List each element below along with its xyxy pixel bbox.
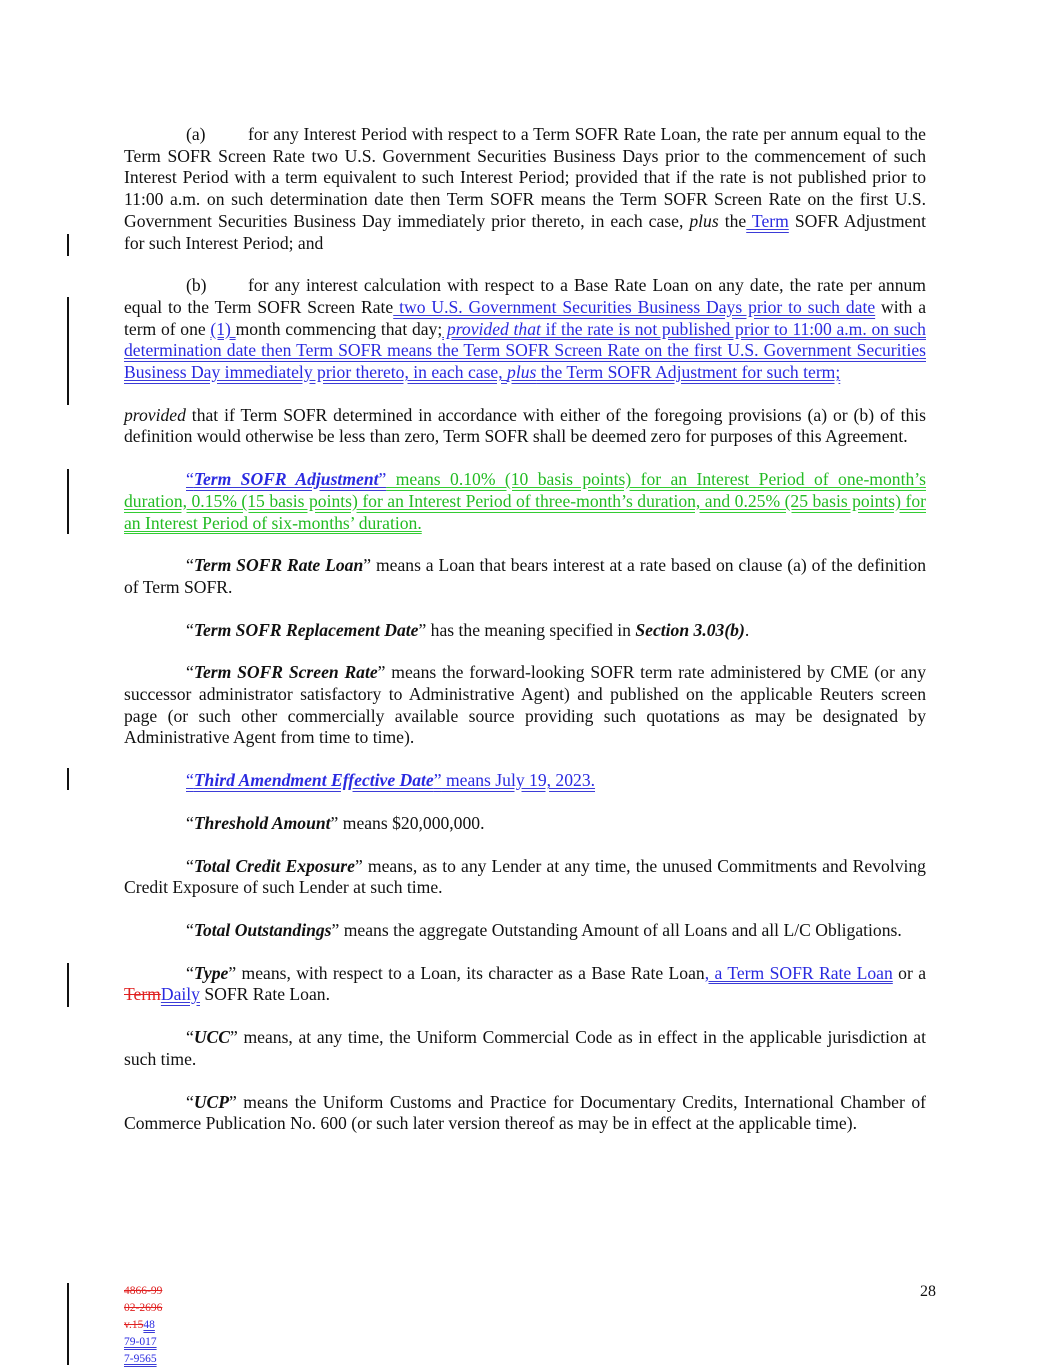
- defined-term: UCP: [193, 1091, 229, 1112]
- definition-third-amendment-effective-date: [124, 770, 926, 792]
- definition-term-sofr-adjustment: “Term SOFR Adjustment” means 0.10% (10 basis points) for an Interest Period of one-month’s duration, 0.15% (15 basis points) for an Interest Period of three-month’s duration, and 0.25% (25 basis points) for an Interest Period of six-months’ duration.: [124, 469, 926, 534]
- definition-type: “Type” means, with respect to a Loan, its character as a Base Rate Loan, a Term SOFR Rate Loan or a TermDaily SOFR Rate Loan.: [124, 963, 926, 1006]
- definition-ucc: “UCC” means, at any time, the Uniform Commercial Code as in effect in the applicable jurisdiction at such time.: [124, 1027, 926, 1069]
- inserted-text: Term: [746, 210, 789, 231]
- inserted-text: two U.S. Government Securities Business Days prior to such date: [393, 296, 876, 317]
- inserted-text: Daily: [160, 984, 200, 1005]
- document-page: [124, 124, 926, 1156]
- defined-term: UCC: [193, 1027, 230, 1048]
- definition-total-credit-exposure: “Total Credit Exposure” means, as to any Lender at any time, the unused Commitments and Revolving Credit Exposure of such Lender at such time.: [124, 855, 926, 898]
- inserted-text: the Term SOFR Adjustment for such term;: [536, 362, 841, 383]
- inserted-text: “Third Amendment Effective Date” means July 19, 2023.: [186, 770, 596, 791]
- doc-id-inserted: 7-9565: [124, 1353, 157, 1365]
- defined-term: Term SOFR Replacement Date: [193, 619, 419, 640]
- section-reference: Section 3.03(b): [635, 619, 745, 640]
- clause-label: (a): [186, 124, 206, 144]
- defined-term: Term SOFR Rate Loan: [193, 555, 364, 576]
- page-number: 28: [920, 1283, 936, 1300]
- defined-term: Term SOFR Adjustment: [193, 469, 379, 490]
- inserted-text: means 0.10% (10 basis points) for an Interest Period of one-month’s duration, 0.15% (15 basis points) for an Interest Period of three-month’s duration, and 0.25% (25 basis points) for an Interest Period of six-months’ duration.: [124, 469, 926, 533]
- defined-term: Total Credit Exposure: [193, 855, 355, 876]
- definition-threshold-amount: “Threshold Amount” means $20,000,000.: [186, 812, 485, 833]
- inserted-text: plus: [507, 362, 537, 383]
- clause-label: (b): [186, 275, 207, 296]
- doc-id-deleted: 4866-99: [124, 1285, 163, 1297]
- defined-term: Threshold Amount: [193, 812, 331, 833]
- definition-term-sofr-rate-loan: “Term SOFR Rate Loan” means a Loan that bears interest at a rate based on clause (a) of the definition of Term SOFR.: [124, 555, 927, 597]
- definition-total-outstandings: “Total Outstandings” means the aggregate Outstanding Amount of all Loans and all L/C Obligations.: [186, 919, 902, 940]
- doc-id-deleted: 02-2696: [124, 1302, 163, 1314]
- defined-term: Term SOFR Screen Rate: [193, 662, 378, 683]
- doc-id-inserted: 79-017: [124, 1336, 157, 1348]
- change-bar: [67, 768, 69, 790]
- clause-b: (b) for any interest calculation with respect to a Base Rate Loan on any date, the rate per annum equal to the Term SOFR Screen Rate two U.S. Government Securities Business Days prior to such date with a term of one (1) month commencing that day; provided that if the rate is not published prior to 11:00 a.m. on such determination date then Term SOFR means the Term SOFR Screen Rate on the first U.S. Government Securities Business Day immediately prior thereto, in each case, plus the Term SOFR Adjustment for such term;: [124, 275, 926, 384]
- proviso: provided that if Term SOFR determined in accordance with either of the foregoing provisions (a) or (b) of this definition would otherwise be less than zero, Term SOFR shall be deemed zero for purposes of this Agreement.: [124, 404, 926, 447]
- defined-term: Third Amendment Effective Date: [193, 770, 434, 791]
- definition-term-sofr-screen-rate: “Term SOFR Screen Rate” means the forward-looking SOFR term rate administered by CME (or any successor administrator satisfactory to Administrative Agent) and published on the applicable Reuters screen page (or such other commercially available source providing such quotations as may be designated by Administrative Agent from time to time).: [124, 662, 926, 748]
- definition-term-sofr-replacement-date: “Term SOFR Replacement Date” has the meaning specified in Section 3.03(b).: [186, 619, 750, 640]
- inserted-text: provided that: [442, 318, 541, 339]
- inserted-text: if the rate is not published prior to 11:00 a.m. on such determination date then Term SOFR means the Term SOFR Screen Rate on the first U.S. Government Securities Business Day immediately prior thereto, in each case,: [124, 318, 926, 383]
- inserted-text: , a Term SOFR Rate Loan: [704, 962, 893, 983]
- change-bar: [67, 297, 69, 405]
- inserted-text: (1): [210, 318, 236, 339]
- deleted-text: Term: [124, 984, 161, 1005]
- change-bar: [67, 963, 69, 1007]
- change-bar: [67, 1283, 69, 1365]
- change-bar: [67, 469, 69, 534]
- defined-term: Total Outstandings: [193, 919, 332, 940]
- document-id-footer: [124, 1283, 162, 1368]
- defined-term: Type: [193, 962, 229, 983]
- definition-ucp: “UCP” means the Uniform Customs and Practice for Documentary Credits, International Chamber of Commerce Publication No. 600 (or such later version thereof as may be in effect at the applicable time).: [124, 1091, 926, 1134]
- change-bar: [67, 234, 69, 256]
- clause-a: (a) for any Interest Period with respect to a Term SOFR Rate Loan, the rate per annum equal to the Term SOFR Screen Rate two U.S. Government Securities Business Days prior to the commencement of such Interest Period with a term equivalent to such Interest Period; provided that if the rate is not published prior to 11:00 a.m. on such determination date then Term SOFR means the Term SOFR Screen Rate on the first U.S. Government Securities Business Day immediately prior thereto, in each case, plus the Term SOFR Adjustment for such Interest Period; and: [124, 124, 926, 254]
- doc-id-version: v.1548: [124, 1319, 155, 1331]
